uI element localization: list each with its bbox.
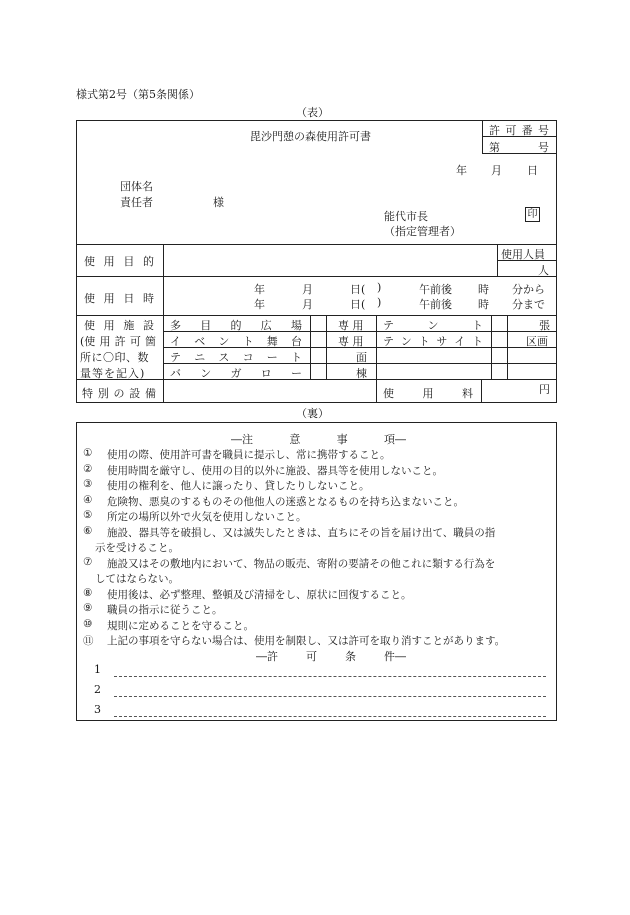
fee-label: 使 用 料	[383, 387, 473, 400]
condition-line-2[interactable]	[114, 696, 546, 697]
note-number: ③	[83, 478, 93, 490]
note-number: ②	[83, 462, 93, 475]
purpose-field[interactable]	[165, 246, 495, 274]
seal-mark: 印	[525, 207, 540, 222]
purpose-label: 使 用 目 的	[84, 255, 154, 268]
unit-exclusive-2: 専 用	[338, 335, 364, 348]
honorific: 様	[213, 196, 224, 209]
note-text: 危険物、悪臭のするものその他他人の迷惑となるものを持ち込まないこと。	[107, 495, 464, 508]
note-text: 施設、器具等を破損し、又は滅失したときは、直ちにその旨を届け出て、職員の指	[107, 526, 496, 539]
facility-event-stage: イ ベ ン ト 舞 台	[170, 335, 302, 348]
users-unit: 人	[538, 264, 549, 277]
back-label: （裏）	[296, 407, 329, 420]
facility-bungalow: バ ン ガ ロ ー	[170, 367, 302, 380]
issue-date-day: 日	[527, 164, 538, 177]
special-equipment-label: 特 別 の 設 備	[82, 387, 156, 400]
users-label: 使用人員	[501, 248, 545, 261]
note-number: ①	[83, 447, 93, 459]
issue-date-month: 月	[491, 164, 502, 177]
facility-label-line3: 所に〇印、数	[80, 351, 149, 364]
facility-tent-site: テ ン ト サ イ ト	[383, 335, 483, 348]
mark-cell-event-stage[interactable]	[311, 332, 325, 347]
mark-cell-multipurpose[interactable]	[311, 316, 325, 331]
note-text: 使用時間を厳守し、使用の目的以外に施設、器具等を使用しないこと。	[107, 464, 443, 477]
note-text: 施設又はその敷地内において、物品の販売、寄附の要請その他これに類する行為を	[107, 557, 496, 570]
note-text: 規則に定めることを守ること。	[107, 619, 254, 632]
note-number: ⑨	[83, 602, 93, 614]
note-text: 職員の指示に従うこと。	[107, 604, 223, 616]
issue-date-year: 年	[456, 164, 467, 177]
responsible-label: 責任者	[120, 196, 153, 209]
note-number: ⑦	[83, 555, 93, 568]
notes-heading: ―注 意 事 項―	[231, 433, 406, 446]
unit-section: 区画	[526, 335, 548, 348]
manager-label: （指定管理者）	[384, 225, 461, 238]
unit-building: 棟	[356, 367, 367, 380]
mayor-label: 能代市長	[384, 210, 428, 223]
unit-tent: 張	[539, 319, 550, 332]
datetime-label: 使 用 日 時	[84, 292, 154, 305]
facility-label-line2: (使 用 許 可 箇	[80, 335, 156, 348]
note-number: ⑧	[83, 586, 93, 599]
unit-exclusive-1: 専 用	[338, 319, 364, 332]
group-name-label: 団体名	[120, 180, 153, 193]
front-label: （表）	[296, 106, 329, 119]
facility-label-line4: 量等を記入)	[80, 367, 146, 380]
facility-tennis-court: テ ニ ス コ ー ト	[170, 351, 302, 364]
form-title: 毘沙門憩の森使用許可書	[250, 130, 371, 143]
note-number: ⑩	[83, 617, 93, 630]
conditions-heading: ―許 可 条 件―	[256, 650, 406, 663]
fee-unit: 円	[539, 383, 550, 396]
note-text: 使用後は、必ず整理、整頓及び清掃をし、原状に回復すること。	[107, 588, 412, 601]
note-number: ⑤	[83, 509, 93, 521]
condition-line-3[interactable]	[114, 716, 546, 717]
condition-number-3: 3	[94, 703, 101, 716]
special-equipment-field[interactable]	[165, 381, 374, 401]
note-text: 使用の権利を、他人に譲ったり、貸したりしないこと。	[107, 480, 370, 492]
facility-tent: テ ン ト	[383, 319, 483, 332]
note-text: 所定の場所以外で火気を使用しないこと。	[107, 511, 307, 523]
facility-multipurpose-square: 多 目 的 広 場	[170, 319, 302, 332]
note-text-continued: してはならない。	[95, 573, 179, 585]
mark-cell-tent[interactable]	[492, 316, 506, 331]
unit-court: 面	[356, 351, 367, 364]
note-number: ⑥	[83, 524, 93, 537]
facility-label-line1: 使 用 施 設	[84, 319, 154, 332]
note-text: 上記の事項を守らない場合は、使用を制限し、又は許可を取り消すことがあります。	[107, 635, 506, 647]
note-text-continued: 示を受けること。	[95, 542, 179, 554]
condition-line-1[interactable]	[114, 676, 546, 677]
form-number: 様式第2号（第5条関係）	[76, 88, 200, 101]
mark-cell-tent-site[interactable]	[492, 332, 506, 347]
permit-number-value: 第 号	[489, 141, 549, 154]
condition-number-1: 1	[94, 663, 101, 676]
mark-cell-tennis[interactable]	[311, 348, 325, 363]
mark-cell-bungalow[interactable]	[311, 364, 325, 379]
note-number: ④	[83, 493, 93, 506]
note-text: 使用の際、使用許可書を職員に提示し、常に携帯すること。	[107, 449, 391, 461]
permit-number-header: 許 可 番 号	[489, 124, 549, 137]
note-number: ⑪	[83, 635, 94, 647]
condition-number-2: 2	[94, 683, 101, 696]
